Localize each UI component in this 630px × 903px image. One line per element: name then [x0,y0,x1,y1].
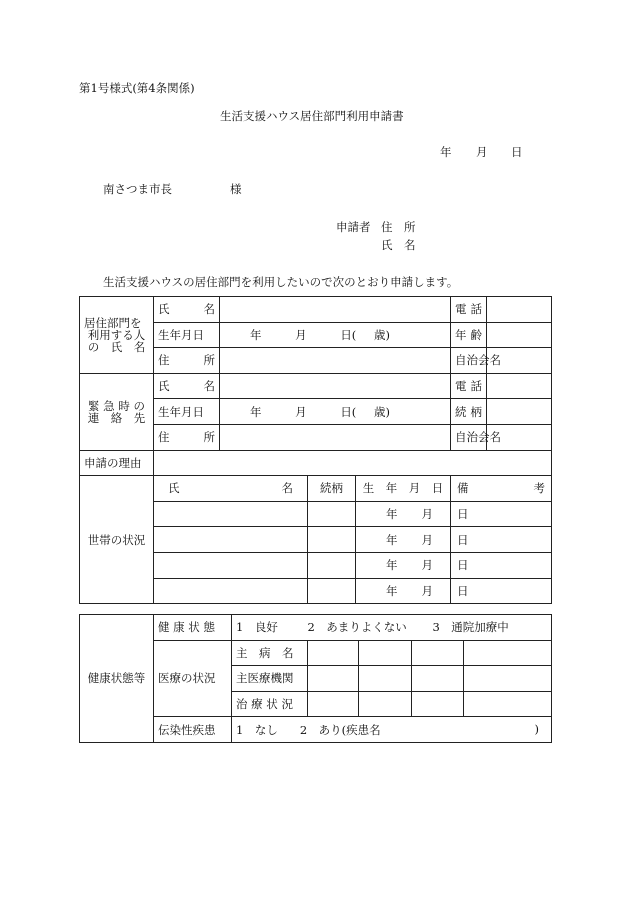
emergency-birth-label: 生年月日 [154,399,220,425]
emergency-rel-label: 続 柄 [451,399,487,425]
resident-phone-field[interactable] [487,297,552,323]
emergency-rel-field[interactable] [487,399,552,425]
disease-label: 主 病 名 [232,640,308,666]
infect-label: 伝染性疾患 [154,717,232,743]
application-table [79,296,552,604]
applicant-name-label: 氏 名 [381,238,416,252]
treatment-field-3[interactable] [412,691,464,717]
reason-field[interactable] [154,450,552,476]
hospital-field-4[interactable] [464,666,552,692]
household-rel-field[interactable] [308,501,356,527]
treatment-field-4[interactable] [464,691,552,717]
household-name-field[interactable] [154,578,308,604]
infect-options[interactable]: 1 なし 2 あり(疾患名 ) [232,717,552,743]
applicant-label: 申請者 [336,220,371,234]
household-label: 世帯の状況 [80,476,154,604]
disease-field-3[interactable] [412,640,464,666]
household-birth-field[interactable]: 年 月 日 [356,527,451,553]
household-col-note: 備 考 [451,476,552,502]
intro-text: 生活支援ハウスの居住部門を利用したいので次のとおり申請します。 [103,275,459,289]
emergency-name-label: 氏 名 [154,373,220,399]
date-day: 日 [511,145,523,159]
hospital-label: 主医療機関 [232,666,308,692]
disease-field-2[interactable] [359,640,412,666]
health-status-options[interactable]: 1 良好 2 あまりよくない 3 通院加療中 [232,615,552,641]
household-rel-field[interactable] [308,578,356,604]
household-name-field[interactable] [154,527,308,553]
addressee: 南さつま市長 [103,182,172,196]
household-rel-field[interactable] [308,527,356,553]
page-title: 生活支援ハウス居住部門利用申請書 [220,109,404,123]
emergency-address-label: 住 所 [154,424,220,450]
resident-birth-label: 生年月日 [154,322,220,348]
emergency-group-label: 緊 急 時 の 連 絡 先 [80,373,154,450]
health-label: 健康状態等 [80,615,154,743]
emergency-name-field[interactable] [220,373,451,399]
resident-assoc-label: 自治会名 [451,348,487,374]
emergency-address-field[interactable] [220,424,451,450]
treatment-field-1[interactable] [308,691,359,717]
treatment-field-2[interactable] [359,691,412,717]
resident-name-field[interactable] [220,297,451,323]
disease-field-4[interactable] [464,640,552,666]
hospital-field-1[interactable] [308,666,359,692]
health-table [79,614,552,743]
date-year: 年 [440,145,452,159]
resident-birth-field[interactable]: 年 月 日( 歳) [220,322,451,348]
resident-address-label: 住 所 [154,348,220,374]
disease-field-1[interactable] [308,640,359,666]
applicant-address-label: 住 所 [381,220,416,234]
household-name-field[interactable] [154,501,308,527]
household-col-rel: 続柄 [308,476,356,502]
household-birth-field[interactable]: 年 月 日 [356,578,451,604]
hospital-field-2[interactable] [359,666,412,692]
health-status-label: 健 康 状 態 [154,615,232,641]
emergency-phone-label: 電 話 [451,373,487,399]
household-birth-field[interactable]: 年 月 日 [356,501,451,527]
resident-group-label: 居住部門を 利用する人 の 氏 名 [80,297,154,374]
resident-name-label: 氏 名 [154,297,220,323]
addressee-suffix: 様 [230,182,242,196]
form-number: 第1号様式(第4条関係) [79,81,195,95]
hospital-field-3[interactable] [412,666,464,692]
household-col-name: 氏 名 [154,476,308,502]
emergency-assoc-label: 自治会名 [451,424,487,450]
reason-label: 申請の理由 [80,450,154,476]
household-name-field[interactable] [154,552,308,578]
resident-address-field[interactable] [220,348,451,374]
household-rel-field[interactable] [308,552,356,578]
treatment-label: 治 療 状 況 [232,691,308,717]
resident-age-field[interactable] [487,322,552,348]
date-month: 月 [476,145,488,159]
resident-age-label: 年 齢 [451,322,487,348]
resident-phone-label: 電 話 [451,297,487,323]
household-birth-field[interactable]: 年 月 日 [356,552,451,578]
household-col-birth: 生 年 月 日 [356,476,451,502]
emergency-phone-field[interactable] [487,373,552,399]
medical-label: 医療の状況 [154,640,232,717]
emergency-birth-field[interactable]: 年 月 日( 歳) [220,399,451,425]
